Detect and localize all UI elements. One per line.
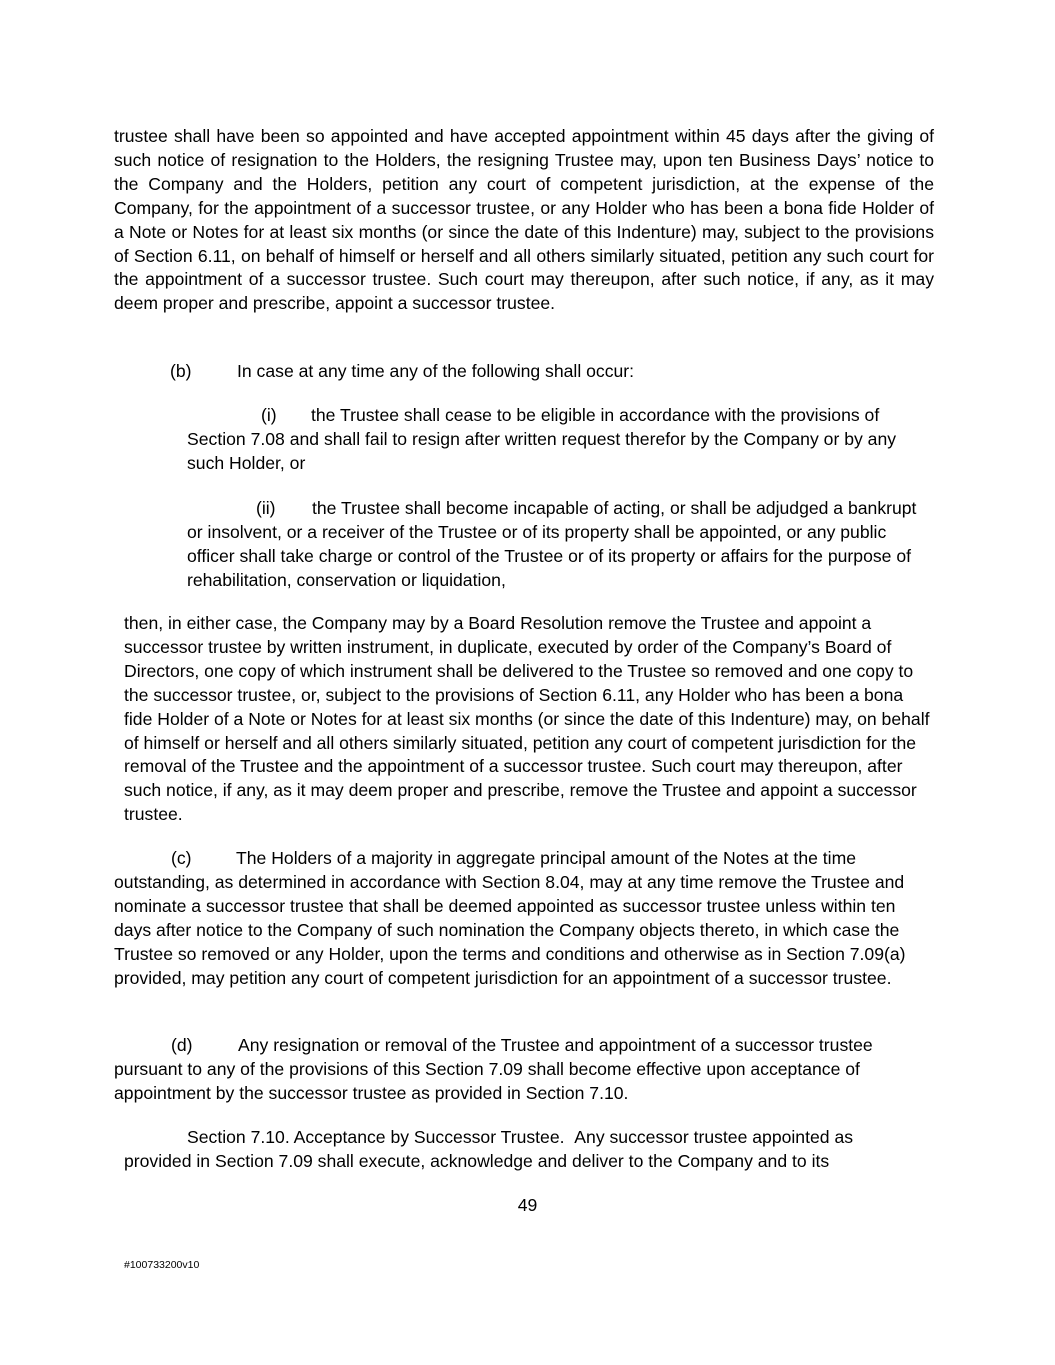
paragraph-text: Any successor trustee appointed as provided in Section 7.09 shall execute, acknowledge and deliver to the Company and to its — [124, 1127, 854, 1171]
clause-label-i: (i) — [261, 405, 277, 425]
clause-label-ii: (ii) — [256, 498, 276, 518]
paragraph-then — [124, 612, 930, 827]
clause-label-b: (b) — [170, 361, 192, 381]
clause-label-d: (d) — [171, 1035, 193, 1055]
paragraph-text: In case at any time any of the following shall occur: — [237, 361, 635, 381]
subclause-i — [187, 404, 920, 476]
clause-label-c: (c) — [171, 848, 192, 868]
page-number: 49 — [517, 1195, 538, 1215]
paragraph-text: the Trustee shall cease to be eligible in accordance with the provisions of Section 7.08 and shall fail to resign after written request therefor by the Company or by any such Holder, or — [187, 405, 897, 473]
section-7-10 — [124, 1126, 894, 1174]
paragraph-text: trustee shall have been so appointed and have accepted appointment within 45 days after the giving of such notice of resignation to the Holders, the resigning Trustee may, upon ten Business Days’ notice to the Company and the Holders, petition any court of competent jurisdiction, at the expense of the Company, for the appointment of a successor trustee, or any Holder who has been a bona fide Holder of a Note or Notes for at least six months (or since the date of this Indenture) may, subject to the provisions of Section 6.11, on behalf of himself or herself and all others similarly situated, petition any such court for the appointment of a successor trustee. Such court may thereupon, after such notice, if any, as it may deem proper and prescribe, appoint a successor trustee. — [114, 126, 934, 314]
section-heading: Section 7.10. Acceptance by Successor Trustee. — [187, 1127, 565, 1147]
paragraph-d — [114, 1034, 914, 1106]
document-id: #100733200v10 — [124, 1259, 200, 1271]
paragraph-text: the Trustee shall become incapable of acting, or shall be adjudged a bankrupt or insolvent, or a receiver of the Trustee or of its property shall be appointed, or any public officer shall take charge or control of the Trustee or of its property or affairs for the purpose of rehabilitation, conservation or liquidation, — [187, 498, 917, 590]
paragraph-text: The Holders of a majority in aggregate principal amount of the Notes at the time outstanding, as determined in accordance with Section 8.04, may at any time remove the Trustee and nominate a successor trustee that shall be deemed appointed as successor trustee unless within ten days after notice to the Company of such nomination the Company objects thereto, in which case the Trustee so removed or any Holder, upon the terms and conditions and otherwise as in Section 7.09(a) provided, may petition any court of competent jurisdiction for an appointment of a successor trustee. — [114, 848, 906, 988]
paragraph-b — [170, 360, 930, 384]
paragraph-continuation — [114, 125, 934, 316]
subclause-ii — [187, 497, 927, 593]
paragraph-text: Any resignation or removal of the Trustee and appointment of a successor trustee pursuant to any of the provisions of this Section 7.09 shall become effective upon acceptance of appointment by the successor trustee as provided in Section 7.10. — [114, 1035, 873, 1103]
paragraph-c — [114, 847, 934, 990]
paragraph-text: then, in either case, the Company may by a Board Resolution remove the Trustee and appoint a successor trustee by written instrument, in duplicate, executed by order of the Company’s Board of Directors, one copy of which instrument shall be delivered to the Trustee so removed and one copy to the successor trustee, or, subject to the provisions of Section 6.11, any Holder who has been a bona fide Holder of a Note or Notes for at least six months (or since the date of this Indenture) may, on behalf of himself or herself and all others similarly situated, petition any court of competent jurisdiction for the removal of the Trustee and the appointment of a successor trustee. Such court may thereupon, after such notice, if any, as it may deem proper and prescribe, remove the Trustee and appoint a successor trustee. — [124, 613, 930, 825]
